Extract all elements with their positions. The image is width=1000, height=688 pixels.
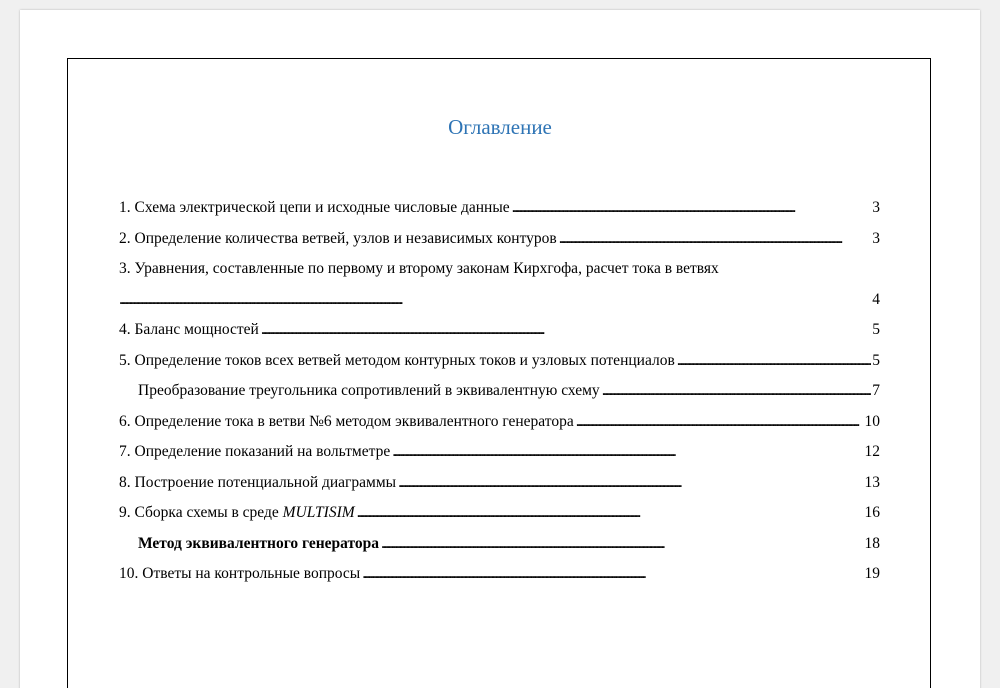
toc-subentry[interactable]: [119, 529, 880, 560]
toc-entry-text: 1. Схема электрической цепи и исходные числовые данные: [119, 199, 510, 216]
toc-dot-leader: [398, 468, 863, 499]
toc-page-number: 10: [864, 412, 880, 430]
toc-page-number: 19: [864, 565, 880, 582]
toc-page-number: 3: [872, 199, 880, 216]
document-page: [20, 10, 980, 688]
toc-entry-text: 8. Построение потенциальной диаграммы: [119, 473, 397, 491]
toc-entry-text: 4. Баланс мощностей: [119, 321, 259, 338]
toc-dot-leader: [392, 437, 863, 468]
toc-entry[interactable]: [119, 498, 880, 529]
toc-entry[interactable]: [119, 193, 880, 224]
toc-entry-text: 2. Определение количества ветвей, узлов и независимых контуров: [119, 229, 557, 247]
toc-page-number: 13: [864, 473, 880, 491]
toc-dot-leader: [362, 559, 863, 590]
toc-entry-text-prefix: 9. Сборка схемы в среде: [119, 504, 283, 521]
toc-page-number: 5: [872, 321, 880, 338]
toc-page-number: 18: [864, 534, 880, 552]
toc-page-number: 12: [864, 443, 880, 460]
toc-dot-leader: [512, 193, 872, 224]
toc-entry-text: 10. Ответы на контрольные вопросы: [119, 565, 361, 582]
toc-page-number: 4: [872, 290, 880, 308]
toc-entry-text: 5. Определение токов всех ветвей методом контурных токов и узловых потенциалов: [119, 351, 675, 369]
toc-dot-leader: [119, 285, 871, 316]
toc-entry-text: 6. Определение тока в ветви №6 методом эквивалентного генератора: [119, 412, 574, 430]
toc-entry[interactable]: [119, 468, 880, 499]
toc-page-number: 5: [872, 351, 880, 369]
toc-entry[interactable]: [119, 315, 880, 346]
toc-dot-leader: [677, 346, 871, 377]
toc-page-number: 16: [864, 504, 880, 521]
toc-dot-leader: [559, 224, 872, 255]
toc-entry[interactable]: [119, 224, 880, 255]
toc-entry-text: 7. Определение показаний на вольтметре: [119, 443, 391, 460]
table-of-contents: [119, 193, 880, 590]
toc-entry-text: [119, 498, 355, 529]
toc-entry-text: Метод эквивалентного генератора: [138, 534, 380, 552]
toc-dot-leader: [357, 498, 864, 529]
toc-title: Оглавление: [448, 115, 552, 139]
toc-entry-text: Преобразование треугольника сопротивлений в эквивалентную схему: [138, 382, 600, 399]
toc-subentry[interactable]: [119, 376, 880, 407]
toc-dot-leader: [381, 529, 863, 560]
toc-entry-text: 3. Уравнения, составленные по первому и второму законам Кирхгофа, расчет тока в ветвях: [119, 260, 719, 277]
toc-dot-leader: [576, 407, 864, 438]
toc-entry[interactable]: [119, 437, 880, 468]
toc-entry[interactable]: [119, 407, 880, 438]
toc-page-number: 7: [872, 382, 880, 399]
toc-dot-leader: [261, 315, 871, 346]
toc-dot-leader: [602, 376, 872, 407]
toc-entry[interactable]: [119, 559, 880, 590]
toc-entry[interactable]: [119, 254, 880, 315]
toc-page-number: 3: [872, 229, 880, 247]
toc-entry-text-italic: MULTISIM: [282, 504, 355, 521]
toc-entry[interactable]: [119, 346, 880, 377]
